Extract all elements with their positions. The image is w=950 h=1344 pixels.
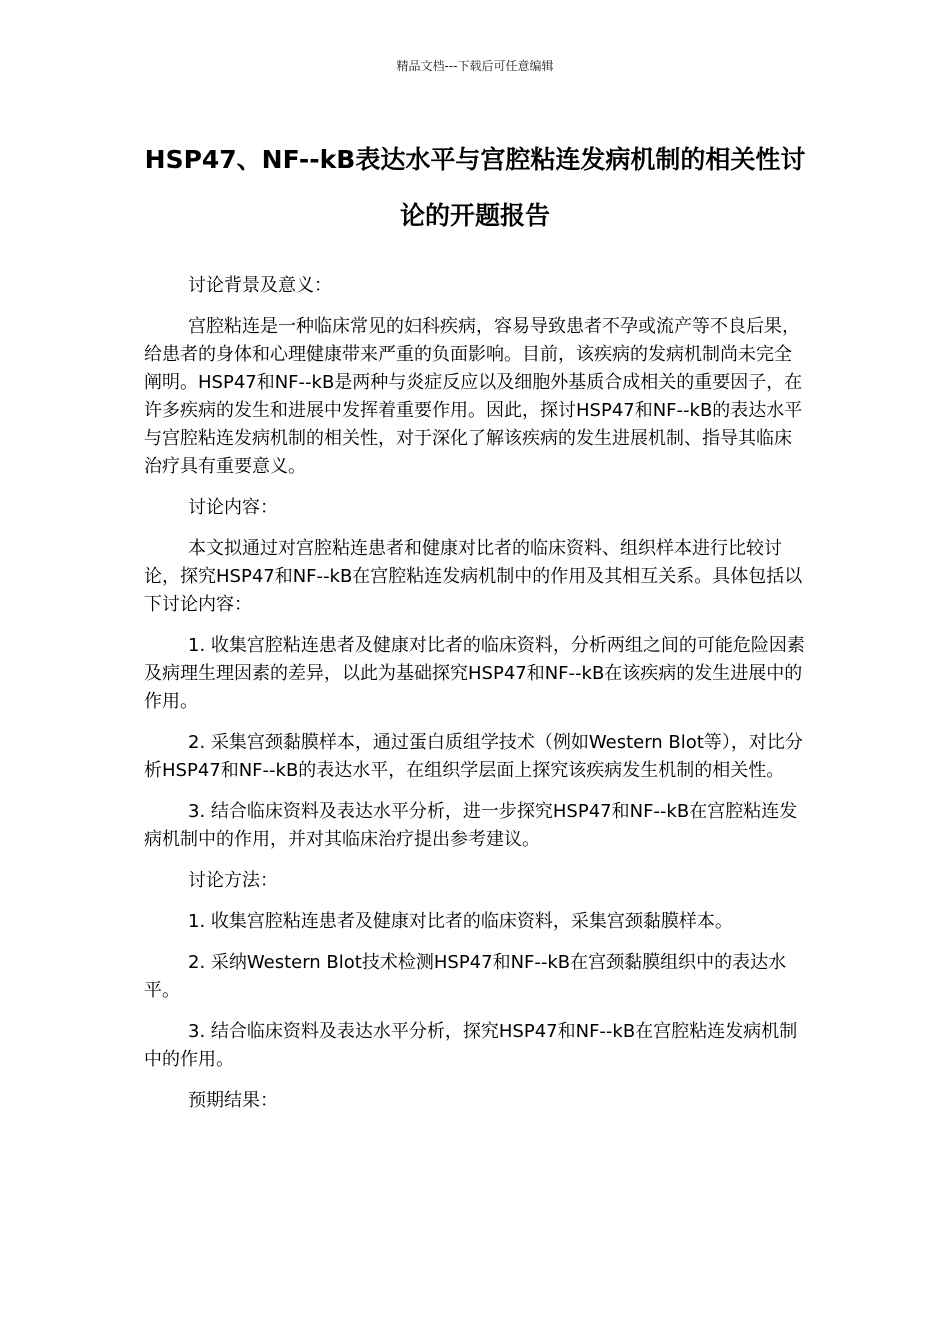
document-title: HSP47、NF--kB表达水平与宫腔粘连发病机制的相关性讨论的开题报告 <box>144 145 806 230</box>
header-note: 精品文档---下载后可任意编辑 <box>396 59 554 73</box>
list-item-content-3: 3. 结合临床资料及表达水平分析，进一步探究HSP47和NF--kB在宫腔粘连发病机制中的作用，并对其临床治疗提出参考建议。 <box>144 801 798 850</box>
document-body <box>144 272 808 1128</box>
section-heading-background: 讨论背景及意义： <box>188 275 332 296</box>
paragraph-content-intro: 本文拟通过对宫腔粘连患者和健康对比者的临床资料、组织样本进行比较讨论，探究HSP47和NF--kB在宫腔粘连发病机制中的作用及其相互关系。具体包括以下讨论内容： <box>144 538 803 615</box>
list-item-content-1: 1. 收集宫腔粘连患者及健康对比者的临床资料，分析两组之间的可能危险因素及病理生理因素的差异，以此为基础探究HSP47和NF--kB在该疾病的发生进展中的作用。 <box>144 635 805 712</box>
paragraph-background: 宫腔粘连是一种临床常见的妇科疾病，容易导致患者不孕或流产等不良后果，给患者的身体和心理健康带来严重的负面影响。目前，该疾病的发病机制尚未完全阐明。HSP47和NF--kB是两种与炎症反应以及细胞外基质合成相关的重要因子，在许多疾病的发生和进展中发挥着重要作用。因此，探讨HSP47和NF--kB的表达水平与宫腔粘连发病机制的相关性，对于深化了解该疾病的发生进展机制、指导其临床治疗具有重要意义。 <box>144 316 803 477</box>
section-heading-method: 讨论方法： <box>188 870 278 891</box>
section-heading-expected-results: 预期结果： <box>188 1090 278 1111</box>
list-item-method-2: 2. 采纳Western Blot技术检测HSP47和NF--kB在宫颈黏膜组织中的表达水平。 <box>144 952 787 1001</box>
list-item-method-1: 1. 收集宫腔粘连患者及健康对比者的临床资料，采集宫颈黏膜样本。 <box>188 911 733 932</box>
list-item-method-3: 3. 结合临床资料及表达水平分析，探究HSP47和NF--kB在宫腔粘连发病机制中的作用。 <box>144 1021 798 1070</box>
list-item-content-2: 2. 采集宫颈黏膜样本，通过蛋白质组学技术（例如Western Blot等），对比分析HSP47和NF--kB的表达水平，在组织学层面上探究该疾病发生机制的相关性。 <box>144 732 803 781</box>
section-heading-content: 讨论内容： <box>188 497 278 518</box>
